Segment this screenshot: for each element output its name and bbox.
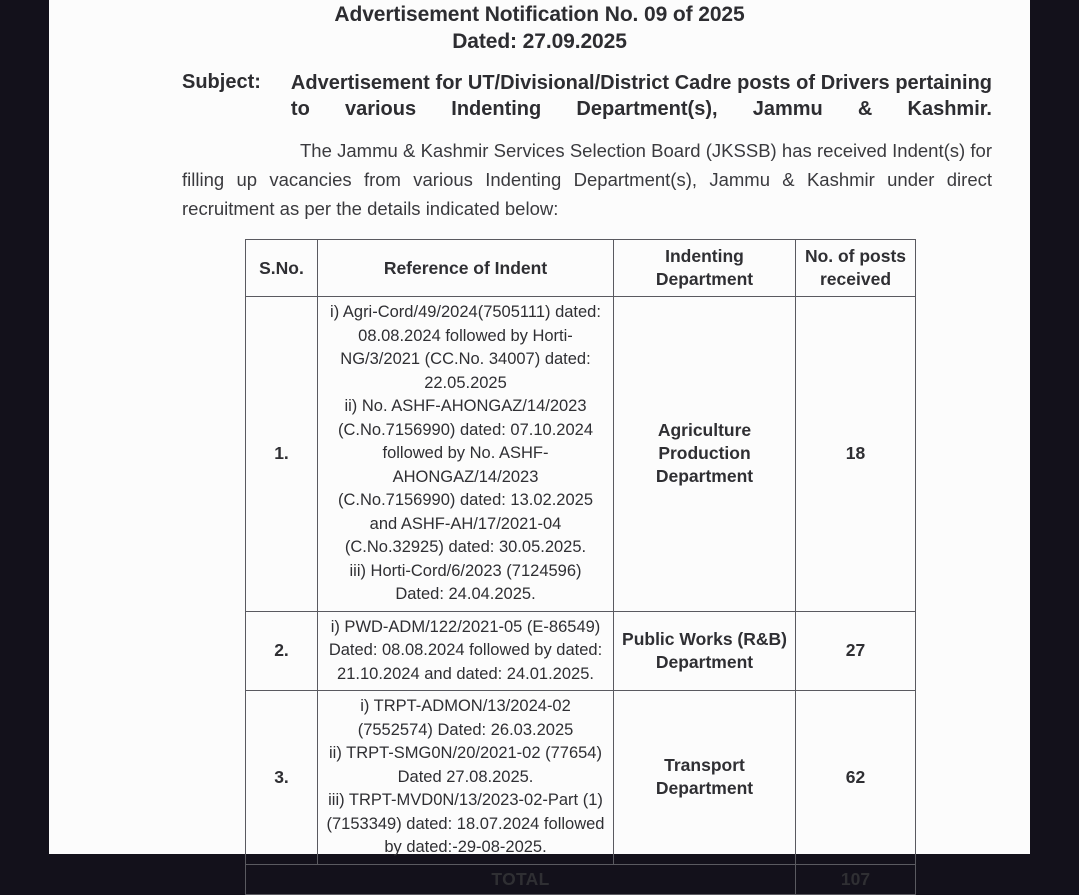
table-total-row (246, 864, 916, 894)
department-line: Department (655, 651, 754, 672)
letterbox-left (0, 0, 49, 854)
department-line: Production (658, 443, 751, 464)
cell-department (614, 691, 796, 865)
reference-line: NG/3/2021 (CC.No. 34007) dated: (340, 350, 591, 368)
cell-sno: 1. (246, 297, 318, 612)
reference-line: ii) No. ASHF-AHONGAZ/14/2023 (344, 397, 587, 415)
reference-line: (C.No.32925) dated: 30.05.2025. (344, 538, 587, 556)
cell-department (614, 611, 796, 691)
reference-line: ii) TRPT-SMG0N/20/2021-02 (77654) (329, 744, 602, 762)
reference-line: 22.05.2025 (424, 373, 507, 392)
indent-table (245, 239, 916, 895)
reference-line: (7153349) dated: 18.07.2024 followed (326, 814, 605, 833)
reference-line: by dated:-29-08-2025. (384, 838, 547, 856)
subject-line-2: pertaining to various Indenting Department(s), Jammu & Kashmir. (290, 72, 993, 120)
reference-line: iii) Horti-Cord/6/2023 (7124596) (349, 561, 582, 580)
subject-row (49, 70, 1030, 122)
table-row (246, 691, 916, 865)
reference-line: AHONGAZ/14/2023 (392, 467, 539, 486)
cell-posts: 62 (796, 691, 916, 865)
cell-posts: 27 (796, 611, 916, 691)
table-row (246, 297, 916, 612)
reference-line: (C.No.7156990) dated: 07.10.2024 (337, 420, 594, 439)
header-reference: Reference of Indent (318, 240, 614, 297)
subject-label: Subject: (182, 71, 261, 93)
cell-sno: 3. (246, 691, 318, 865)
header-department-line2: Department (655, 269, 754, 289)
reference-line: 08.08.2024 followed by Horti- (358, 326, 573, 345)
department-line: Transport (664, 755, 745, 776)
header-department (614, 240, 796, 297)
reference-line: iii) TRPT-MVD0N/13/2023-02-Part (1) (328, 791, 603, 809)
notification-title: Advertisement Notification No. 09 of 2025 (334, 3, 745, 26)
header-department-line1: Indenting (665, 246, 744, 266)
table-body (246, 297, 916, 895)
department-line: Agriculture (657, 420, 752, 441)
total-label: TOTAL (246, 864, 796, 894)
document-header (49, 0, 1030, 54)
reference-line: and ASHF-AH/17/2021-04 (369, 514, 562, 533)
cell-reference (318, 691, 614, 865)
department-line: Public Works (R&B) (622, 628, 787, 649)
department-line: Department (655, 778, 754, 799)
reference-line: Dated: 08.08.2024 followed by dated: (328, 641, 603, 659)
subject-text (261, 70, 992, 122)
total-value: 107 (796, 864, 916, 894)
document-body (49, 0, 1030, 895)
cell-reference (318, 297, 614, 612)
reference-line: (C.No.7156990) dated: 13.02.2025 (337, 491, 594, 509)
table-head (246, 240, 916, 297)
cell-sno: 2. (246, 611, 318, 691)
department-line: Department (655, 466, 754, 487)
reference-line: 21.10.2024 and dated: 24.01.2025. (337, 664, 594, 683)
header-posts (796, 240, 916, 297)
intro-paragraph: The Jammu & Kashmir Services Selection Board (JKSSB) has received Indent(s) for filling up vacancies from various Indenting Department(s), Jammu & Kashmir under direct recruitment as per the details indicated below: (182, 140, 992, 219)
document-page (49, 0, 1030, 889)
reference-line: (7552574) Dated: 26.03.2025 (357, 720, 574, 739)
reference-line: Dated 27.08.2025. (397, 767, 534, 786)
cell-posts: 18 (796, 297, 916, 612)
reference-line: i) Agri-Cord/49/2024(7505111) dated: (330, 303, 601, 321)
letterbox-right (1030, 0, 1079, 854)
notification-date: Dated: 27.09.2025 (452, 30, 627, 53)
header-posts-line1: No. of posts (804, 246, 907, 266)
subject-line-1: Advertisement for UT/Divisional/District Cadre posts of Drivers (290, 72, 890, 94)
table-row (246, 611, 916, 691)
reference-line: Dated: 24.04.2025. (395, 585, 536, 603)
reference-line: followed by No. ASHF- (382, 444, 549, 462)
cell-reference (318, 611, 614, 691)
cell-department (614, 297, 796, 612)
header-sno: S.No. (246, 240, 318, 297)
reference-line: i) TRPT-ADMON/13/2024-02 (360, 697, 571, 715)
table-header-row (246, 240, 916, 297)
reference-line: i) PWD-ADM/122/2021-05 (E-86549) (330, 617, 601, 636)
header-posts-line2: received (819, 269, 892, 289)
indent-table-wrapper (49, 239, 1030, 895)
